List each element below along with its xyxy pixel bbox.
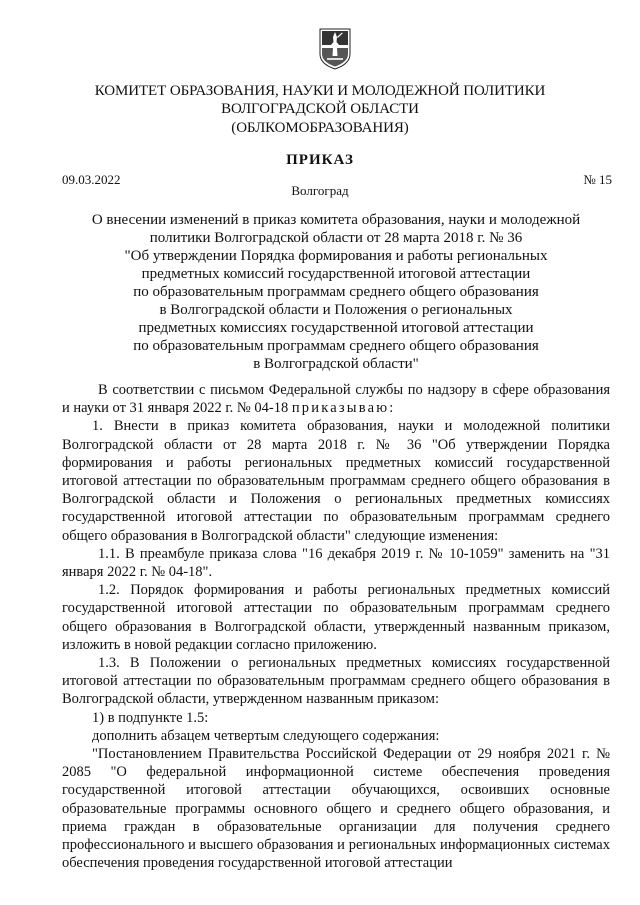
order-subject	[62, 211, 610, 373]
item-1-1: 1.1. В преамбуле приказа слова "16 декабря 2019 г. № 10-1059" заменить на "31 января 2022 г. № 04-18".	[62, 545, 610, 581]
item-1-3: 1.3. В Положении о региональных предметных комиссиях государственной итоговой аттестации по образовательным программам среднего общего образования в Волгоградской области, утвержденном названным приказом:	[62, 655, 610, 708]
subject-line: в Волгоградской области и Положения о региональных	[159, 302, 513, 318]
subject-line: политики Волгоградской области от 28 марта 2018 г. № 36	[149, 230, 523, 246]
subitem-1-5: 1) в подпункте 1.5:	[92, 709, 209, 726]
subject-line: предметных комиссиях государственной итоговой аттестации	[138, 320, 534, 336]
subject-line: по образовательным программам среднего общего образования	[133, 338, 539, 354]
order-date: 09.03.2022	[62, 172, 121, 187]
subject-line: предметных комиссий государственной итоговой аттестации	[141, 266, 531, 282]
subject-line: в Волгоградской области"	[253, 356, 419, 372]
subject-line: О внесении изменений в приказ комитета образования, науки и молодежной	[91, 212, 581, 228]
subject-line: по образовательным программам среднего общего образования	[133, 284, 539, 300]
coat-of-arms-icon	[319, 28, 351, 70]
committee-name-line-2: ВОЛГОГРАДСКОЙ ОБЛАСТИ	[221, 101, 419, 117]
order-body	[62, 381, 610, 872]
order-city: Волгоград	[291, 183, 349, 198]
item-1-2: 1.2. Порядок формирования и работы региональных предметных комиссий государственной итоговой аттестации по образовательным программам среднего общего образования в Волгоградской области, утвержденный названным приказом, изложить в новой редакции согласно приложению.	[62, 582, 610, 653]
order-title: ПРИКАЗ	[286, 152, 354, 168]
subject-line: "Об утверждении Порядка формирования и работы региональных	[124, 248, 548, 264]
item-1: 1. Внести в приказ комитета образования, науки и молодежной политики Волгоградской области от 28 марта 2018 г. № 36 "Об утверждении Порядка формирования и работы региональных предметных комиссий государственной итоговой аттестации по образовательным программам среднего общего образования в Волгоградской области и Положения о региональных предметных комиссиях государственной итоговой аттестации по образовательным программам среднего общего образования в Волгоградской области" следующие изменения:	[62, 418, 610, 544]
order-number: № 15	[583, 172, 612, 187]
order-word: приказываю:	[291, 400, 396, 417]
preamble-paragraph	[62, 381, 610, 417]
committee-abbreviation: (ОБЛКОМОБРАЗОВАНИЯ)	[231, 120, 409, 136]
quoted-addition: "Постановлением Правительства Российской Федерации от 29 ноября 2021 г. № 2085 "О федеральной информационной системе обеспечения проведения государственной итоговой аттестации обучающихся, освоивших основные образовательные программы основного общего и среднего общего образования, и приема граждан в образовательные организации для получения среднего профессионального и высшего образования и региональных информационных системах обеспечения проведения государственной итоговой аттестации	[62, 746, 610, 872]
committee-name-line-1: КОМИТЕТ ОБРАЗОВАНИЯ, НАУКИ И МОЛОДЕЖНОЙ ПОЛИТИКИ	[94, 83, 546, 99]
addition-instruction: дополнить абзацем четвертым следующего содержания:	[92, 727, 440, 744]
preamble-text: В соответствии с письмом Федеральной службы по надзору в сфере образования и науки от 31 января 2022 г. № 04-18	[62, 382, 610, 417]
